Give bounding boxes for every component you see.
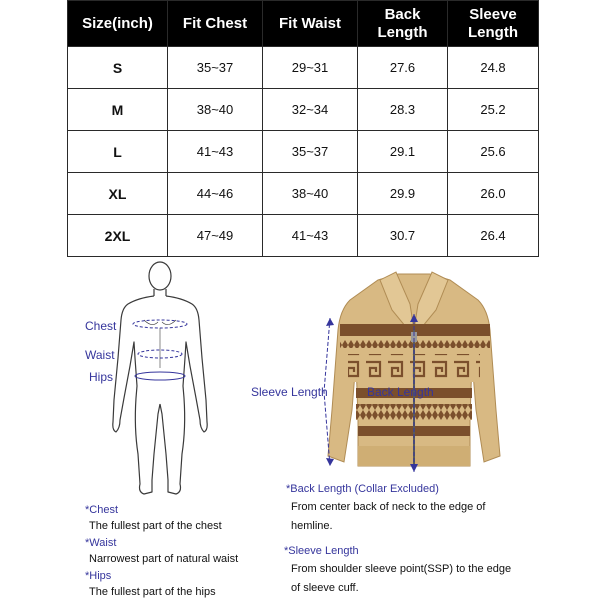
cell-chest: 35~37 xyxy=(168,47,263,89)
cell-waist: 35~37 xyxy=(263,131,358,173)
table-header-row xyxy=(68,1,539,47)
header-size: Size(inch) xyxy=(68,1,168,47)
cell-waist: 41~43 xyxy=(263,215,358,257)
cell-size: L xyxy=(68,131,168,173)
cell-chest: 41~43 xyxy=(168,131,263,173)
sleeve-length-definition-line-2: of sleeve cuff. xyxy=(291,582,359,594)
cell-size: 2XL xyxy=(68,215,168,257)
header-fit-waist: Fit Waist xyxy=(263,1,358,47)
back-length-definition-line-2: hemline. xyxy=(291,520,333,532)
header-sleeve-length: Sleeve Length xyxy=(448,1,539,47)
human-body-outline-icon xyxy=(100,258,220,500)
cell-waist: 38~40 xyxy=(263,173,358,215)
cell-back: 28.3 xyxy=(358,89,448,131)
cell-chest: 47~49 xyxy=(168,215,263,257)
sleeve-length-label: Sleeve Length xyxy=(251,385,328,399)
hips-definition-title: *Hips xyxy=(85,570,112,582)
table-row xyxy=(68,173,539,215)
cell-sleeve: 26.4 xyxy=(448,215,539,257)
cell-sleeve: 25.2 xyxy=(448,89,539,131)
sleeve-length-definition-title: *Sleeve Length xyxy=(284,545,359,557)
back-length-definition-title xyxy=(286,483,439,495)
cell-back: 30.7 xyxy=(358,215,448,257)
header-fit-chest: Fit Chest xyxy=(168,1,263,47)
table-row xyxy=(68,47,539,89)
cell-sleeve: 26.0 xyxy=(448,173,539,215)
header-back-length: Back Length xyxy=(358,1,448,47)
cell-size: M xyxy=(68,89,168,131)
back-length-title-text: *Back Length xyxy=(286,483,352,495)
hips-label: Hips xyxy=(89,370,114,384)
cell-chest: 44~46 xyxy=(168,173,263,215)
chest-definition-text: The fullest part of the chest xyxy=(89,520,222,532)
chest-label: Chest xyxy=(85,319,117,333)
cell-back: 27.6 xyxy=(358,47,448,89)
cell-sleeve: 25.6 xyxy=(448,131,539,173)
waist-definition-text: Narrowest part of natural waist xyxy=(89,553,239,565)
cell-waist: 32~34 xyxy=(263,89,358,131)
back-length-note: (Collar Excluded) xyxy=(354,483,439,495)
waist-label: Waist xyxy=(85,348,115,362)
table-row xyxy=(68,215,539,257)
sleeve-length-definition-line-1: From shoulder sleeve point(SSP) to the edge xyxy=(291,563,512,575)
cell-size: S xyxy=(68,47,168,89)
hips-definition-text: The fullest part of the hips xyxy=(89,586,216,598)
cell-waist: 29~31 xyxy=(263,47,358,89)
cell-back: 29.9 xyxy=(358,173,448,215)
chest-definition-title: *Chest xyxy=(85,504,119,516)
table-row xyxy=(68,131,539,173)
size-chart-table xyxy=(67,0,539,257)
table-row xyxy=(68,89,539,131)
waist-definition-title: *Waist xyxy=(85,537,117,549)
cell-sleeve: 24.8 xyxy=(448,47,539,89)
back-length-label: Back Length xyxy=(367,385,434,399)
cell-size: XL xyxy=(68,173,168,215)
cell-chest: 38~40 xyxy=(168,89,263,131)
cell-back: 29.1 xyxy=(358,131,448,173)
back-length-definition-line-1: From center back of neck to the edge of xyxy=(291,501,486,513)
